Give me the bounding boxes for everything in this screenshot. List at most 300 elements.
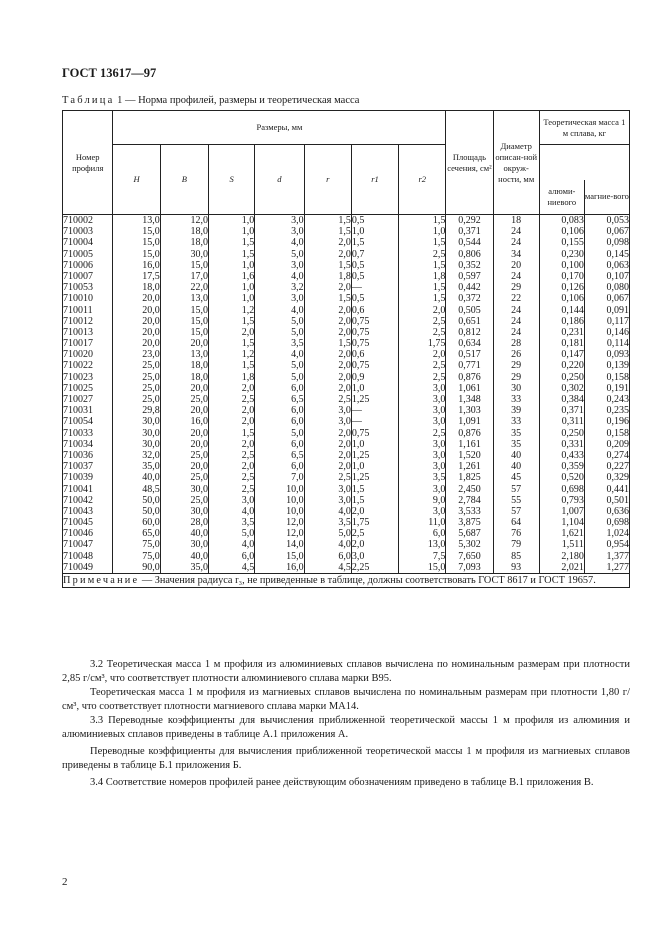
cell-mass-al: 0,220	[561, 360, 584, 372]
cell-size-r1: 0,5	[351, 270, 365, 282]
cell-area: 2,450	[458, 483, 481, 495]
cell-size-b: 15,0	[190, 304, 209, 316]
header-mass-mg: магние-вого	[584, 180, 629, 215]
cell-profile-number: 710034	[63, 438, 93, 450]
cell-size-b: 30,0	[190, 248, 209, 260]
cell-size-r2: 3,0	[432, 449, 446, 461]
cell-size-h: 29,8	[142, 405, 160, 417]
cell-area: 1,091	[458, 416, 481, 428]
header-size-s: S	[209, 145, 255, 215]
table-note-label: Примечание	[63, 575, 140, 586]
header-size-r2-label: r2	[418, 174, 426, 184]
table-caption	[62, 95, 359, 106]
cell-mass-al: 0,170	[561, 270, 584, 282]
cell-mass-al: 0,250	[561, 427, 584, 439]
cell-diameter: 57	[511, 483, 522, 495]
cell-size-r2: 15,0	[427, 561, 446, 573]
cell-size-d: 6,5	[291, 394, 304, 405]
cell-size-h: 18,0	[142, 282, 160, 294]
cell-size-b: 25,0	[190, 472, 209, 484]
cell-diameter: 24	[511, 315, 522, 327]
cell-size-h: 20,0	[142, 338, 160, 350]
cell-size-b: 18,0	[190, 371, 209, 383]
cell-size-r: 4,5	[338, 561, 351, 573]
cell-size-r: 2,0	[338, 248, 351, 260]
cell-size-b: 28,0	[190, 517, 209, 529]
cell-diameter: 24	[511, 226, 522, 238]
cell-diameter: 22	[511, 293, 522, 305]
cell-size-r2: 3,0	[432, 461, 446, 473]
cell-size-r2: 3,0	[432, 438, 446, 450]
cell-size-r: 2,5	[338, 394, 351, 405]
cell-mass-mg: 0,093	[606, 349, 629, 361]
cell-size-d: 6,0	[291, 405, 304, 417]
cell-area: 5,687	[458, 528, 481, 540]
cell-size-r1: 0,6	[351, 349, 365, 361]
cell-size-h: 20,0	[142, 304, 160, 316]
cell-mass-al: 1,007	[561, 505, 584, 517]
cell-size-b: 15,0	[190, 259, 209, 271]
cell-area: 0,442	[458, 282, 481, 294]
cell-profile-number: 710004	[63, 237, 93, 249]
cell-mass-mg: 0,501	[606, 494, 629, 506]
cell-size-b: 25,0	[190, 494, 209, 506]
cell-mass-al: 2,180	[561, 550, 584, 562]
cell-size-r1: 2,25	[351, 561, 370, 573]
cell-mass-al: 1,621	[561, 528, 584, 540]
cell-size-s: 1,2	[241, 304, 255, 316]
cell-mass-al: 0,230	[561, 248, 584, 260]
cell-size-r1: 0,75	[351, 326, 370, 338]
cell-area: 0,634	[458, 338, 481, 350]
table-note-text: — Значения радиуса r₃, не приведенные в таблице, должны соответствовать ГОСТ 8617 и ГОСТ 19657.	[139, 575, 596, 586]
cell-profile-number: 710046	[63, 528, 93, 540]
cell-size-r1: 1,25	[351, 472, 370, 484]
cell-diameter: 93	[511, 561, 522, 573]
cell-size-r2: 3,0	[432, 394, 446, 405]
cell-area: 1,520	[458, 449, 481, 461]
cell-size-h: 20,0	[142, 315, 160, 327]
column-size-r1	[351, 215, 398, 574]
cell-size-b: 20,0	[190, 382, 209, 394]
cell-size-d: 5,0	[291, 427, 304, 439]
cell-profile-number: 710005	[63, 248, 93, 260]
cell-profile-number: 710039	[63, 472, 93, 484]
cell-size-r: 1,5	[338, 338, 351, 350]
header-size-r: r	[304, 145, 351, 215]
cell-profile-number: 710053	[63, 282, 93, 294]
cell-size-r1: 2,0	[351, 505, 365, 517]
cell-size-s: 1,0	[241, 293, 255, 305]
cell-mass-al: 0,698	[561, 483, 584, 495]
cell-size-h: 23,0	[142, 349, 160, 361]
header-size-h: H	[113, 145, 160, 215]
header-size-r1-label: r1	[371, 174, 379, 184]
cell-size-r: 4,0	[338, 505, 351, 517]
cell-area: 0,292	[458, 215, 481, 226]
cell-area: 5,302	[458, 539, 481, 551]
cell-size-b: 35,0	[190, 561, 209, 573]
profiles-table	[62, 110, 630, 588]
cell-area: 1,348	[458, 394, 481, 405]
header-diameter: Диаметр описан-ной окруж-ности, мм	[493, 111, 539, 215]
cell-area: 3,875	[458, 517, 481, 529]
cell-profile-number: 710037	[63, 461, 93, 473]
cell-mass-al: 0,147	[561, 349, 584, 361]
cell-size-r2: 2,5	[432, 360, 446, 372]
cell-size-r: 4,0	[338, 539, 351, 551]
cell-area: 1,161	[458, 438, 481, 450]
column-size-d	[255, 215, 304, 574]
cell-size-h: 20,0	[142, 293, 160, 305]
cell-size-d: 7,0	[291, 472, 304, 484]
cell-size-h: 30,0	[142, 427, 160, 439]
cell-size-b: 20,0	[190, 461, 209, 473]
cell-size-s: 2,5	[241, 394, 255, 405]
cell-size-r2: 2,5	[432, 315, 446, 327]
cell-size-b: 15,0	[190, 326, 209, 338]
cell-size-h: 13,0	[142, 215, 160, 226]
cell-size-h: 75,0	[142, 539, 160, 551]
cell-size-r2: 1,8	[432, 270, 446, 282]
cell-mass-mg: 0,329	[606, 472, 629, 484]
cell-profile-number: 710031	[63, 405, 93, 417]
cell-size-s: 2,0	[241, 405, 255, 417]
cell-area: 0,372	[458, 293, 481, 305]
cell-profile-number: 710006	[63, 259, 93, 271]
cell-mass-mg: 0,080	[606, 282, 629, 294]
cell-size-d: 15,0	[286, 550, 304, 562]
cell-size-h: 75,0	[142, 550, 160, 562]
cell-diameter: 35	[511, 427, 522, 439]
cell-size-d: 3,0	[291, 226, 304, 238]
cell-area: 0,505	[458, 304, 481, 316]
cell-size-r: 2,0	[338, 449, 351, 461]
cell-size-s: 1,0	[241, 226, 255, 238]
cell-profile-number: 710002	[63, 215, 93, 226]
cell-size-d: 4,0	[291, 270, 304, 282]
cell-size-r2: 9,0	[432, 494, 446, 506]
cell-size-h: 25,0	[142, 360, 160, 372]
cell-mass-mg: 0,067	[606, 226, 629, 238]
column-size-r2	[399, 215, 446, 574]
cell-size-r2: 2,5	[432, 427, 446, 439]
cell-size-b: 20,0	[190, 405, 209, 417]
cell-diameter: 28	[511, 338, 522, 350]
cell-size-d: 10,0	[286, 505, 304, 517]
cell-mass-mg: 0,146	[606, 326, 629, 338]
page-number: 2	[62, 876, 68, 888]
cell-profile-number: 710013	[63, 326, 93, 338]
cell-size-r: 2,0	[338, 304, 351, 316]
cell-mass-mg: 0,063	[606, 259, 629, 271]
header-size-r1	[351, 145, 398, 215]
cell-mass-al: 0,311	[561, 416, 584, 428]
cell-size-r1: 1,5	[351, 494, 365, 506]
header-profile-number: Номер профиля	[63, 111, 113, 215]
table-caption-prefix: Таблица	[62, 95, 115, 106]
cell-size-d: 3,0	[291, 293, 304, 305]
column-size-r	[304, 215, 351, 574]
cell-size-s: 1,5	[241, 315, 255, 327]
cell-size-r2: 2,0	[432, 349, 446, 361]
cell-profile-number: 710012	[63, 315, 93, 327]
cell-mass-al: 0,250	[561, 371, 584, 383]
cell-size-s: 1,5	[241, 338, 255, 350]
cell-size-r2: 3,0	[432, 382, 446, 394]
cell-size-s: 2,5	[241, 483, 255, 495]
cell-area: 0,876	[458, 371, 481, 383]
table-caption-title: Норма профилей, размеры и теоретическая масса	[138, 95, 360, 106]
column-size-h	[113, 215, 160, 574]
cell-diameter: 24	[511, 237, 522, 249]
cell-size-r2: 3,0	[432, 405, 446, 417]
cell-size-d: 10,0	[286, 483, 304, 495]
cell-size-d: 5,0	[291, 360, 304, 372]
cell-area: 2,784	[458, 494, 481, 506]
cell-size-s: 2,5	[241, 472, 255, 484]
cell-profile-number: 710020	[63, 349, 93, 361]
cell-size-s: 2,0	[241, 461, 255, 473]
cell-size-r2: 2,5	[432, 326, 446, 338]
cell-size-r1: 0,75	[351, 338, 370, 350]
cell-size-d: 6,0	[291, 438, 304, 450]
cell-size-r1: 0,5	[351, 293, 365, 305]
cell-mass-mg: 0,145	[606, 248, 629, 260]
cell-size-r1: —	[351, 405, 362, 417]
cell-size-r: 2,0	[338, 371, 351, 383]
cell-size-r1: 0,75	[351, 360, 370, 372]
cell-area: 1,303	[458, 405, 481, 417]
cell-mass-mg: 0,158	[606, 427, 629, 439]
cell-area: 1,061	[458, 382, 481, 394]
cell-mass-al: 0,433	[561, 449, 584, 461]
cell-mass-mg: 1,377	[606, 550, 629, 562]
header-mass-al: алюми-ниевого	[539, 180, 584, 215]
header-area: Площадь сечения, см²	[446, 111, 493, 215]
cell-area: 0,806	[458, 248, 481, 260]
cell-size-r2: 1,5	[432, 215, 446, 226]
cell-diameter: 35	[511, 438, 522, 450]
cell-size-h: 40,0	[142, 472, 160, 484]
cell-size-r: 2,0	[338, 349, 351, 361]
cell-mass-al: 0,126	[561, 282, 584, 294]
cell-diameter: 30	[511, 382, 522, 394]
cell-mass-mg: 0,636	[606, 505, 629, 517]
cell-size-s: 2,5	[241, 449, 255, 461]
cell-size-r1: 0,5	[351, 215, 365, 226]
cell-size-b: 15,0	[190, 315, 209, 327]
column-profile-number	[63, 215, 113, 574]
cell-size-h: 16,0	[142, 259, 160, 271]
cell-size-s: 6,0	[241, 550, 255, 562]
cell-size-s: 3,0	[241, 494, 255, 506]
cell-size-r1: 1,5	[351, 483, 365, 495]
cell-size-d: 3,5	[291, 338, 304, 350]
cell-profile-number: 710047	[63, 539, 93, 551]
cell-area: 0,352	[458, 259, 481, 271]
cell-size-r1: 1,0	[351, 461, 365, 473]
cell-mass-al: 0,331	[561, 438, 584, 450]
cell-mass-mg: 0,117	[606, 315, 629, 327]
cell-mass-al: 0,106	[561, 226, 584, 238]
cell-size-r: 3,0	[338, 494, 351, 506]
cell-area: 7,650	[458, 550, 481, 562]
cell-size-d: 16,0	[286, 561, 304, 573]
cell-size-r1: —	[351, 416, 362, 428]
header-size-r2	[399, 145, 446, 215]
cell-mass-mg: 1,024	[606, 528, 629, 540]
cell-size-s: 4,5	[241, 561, 255, 573]
cell-mass-al: 0,793	[561, 494, 584, 506]
cell-size-s: 2,0	[241, 438, 255, 450]
cell-mass-al: 0,155	[561, 237, 584, 249]
cell-diameter: 85	[511, 550, 522, 562]
cell-mass-al: 1,511	[561, 539, 584, 551]
cell-size-r2: 13,0	[427, 539, 446, 551]
cell-size-h: 50,0	[142, 494, 160, 506]
cell-size-r: 2,0	[338, 282, 351, 294]
cell-size-r: 1,5	[338, 215, 351, 226]
cell-mass-mg: 0,274	[606, 449, 629, 461]
cell-mass-mg: 0,091	[606, 304, 629, 316]
cell-profile-number: 710007	[63, 270, 93, 282]
cell-size-h: 90,0	[142, 561, 160, 573]
cell-area: 0,517	[458, 349, 481, 361]
cell-size-d: 14,0	[286, 539, 304, 551]
cell-size-d: 5,0	[291, 248, 304, 260]
cell-size-r: 2,0	[338, 315, 351, 327]
cell-size-s: 4,0	[241, 539, 255, 551]
cell-size-b: 40,0	[190, 528, 209, 540]
cell-profile-number: 710043	[63, 505, 93, 517]
cell-size-b: 30,0	[190, 539, 209, 551]
cell-size-r: 2,0	[338, 427, 351, 439]
cell-size-r1: 1,25	[351, 394, 370, 405]
table-note	[63, 574, 630, 588]
cell-size-r: 3,0	[338, 405, 351, 417]
cell-size-s: 1,5	[241, 360, 255, 372]
cell-size-b: 12,0	[190, 215, 209, 226]
cell-size-r: 5,0	[338, 528, 351, 540]
cell-size-d: 5,0	[291, 326, 304, 338]
cell-size-r2: 7,5	[432, 550, 446, 562]
cell-mass-mg: 0,053	[606, 215, 629, 226]
cell-profile-number: 710027	[63, 394, 93, 405]
cell-profile-number: 710011	[63, 304, 93, 316]
cell-size-r1: 0,5	[351, 259, 365, 271]
cell-size-h: 60,0	[142, 517, 160, 529]
cell-diameter: 33	[511, 416, 522, 428]
cell-size-r2: 1,5	[432, 293, 446, 305]
cell-size-s: 1,5	[241, 237, 255, 249]
cell-size-r2: 3,0	[432, 505, 446, 517]
cell-size-r2: 3,0	[432, 483, 446, 495]
header-sizes: Размеры, мм	[113, 111, 446, 145]
cell-profile-number: 710010	[63, 293, 93, 305]
column-size-s	[209, 215, 255, 574]
column-area	[446, 215, 493, 574]
cell-mass-mg: 0,227	[606, 461, 629, 473]
cell-size-s: 2,0	[241, 326, 255, 338]
cell-profile-number: 710048	[63, 550, 93, 562]
table-caption-number: 1 —	[114, 95, 139, 106]
paragraph-mg-coeff: Переводные коэффициенты для вычисления приближенной теоретической массы 1 м профиля из магниевых сплавов приведены в таблице Б.1 приложения Б.	[62, 746, 630, 771]
table-body	[63, 215, 630, 574]
cell-size-r1: 2,0	[351, 539, 365, 551]
cell-size-b: 25,0	[190, 449, 209, 461]
cell-area: 0,597	[458, 270, 481, 282]
cell-size-r: 6,0	[338, 550, 351, 562]
cell-profile-number: 710033	[63, 427, 93, 439]
cell-size-r: 1,8	[338, 270, 351, 282]
cell-size-r: 3,5	[338, 517, 351, 529]
cell-mass-al: 0,100	[561, 259, 584, 271]
cell-size-r1: 0,6	[351, 304, 365, 316]
cell-size-r1: 0,75	[351, 427, 370, 439]
cell-mass-mg: 0,139	[606, 360, 629, 372]
cell-mass-mg: 0,191	[606, 382, 629, 394]
cell-area: 0,771	[458, 360, 481, 372]
cell-size-h: 48,5	[142, 483, 160, 495]
cell-diameter: 33	[511, 394, 522, 405]
cell-mass-mg: 0,098	[606, 237, 629, 249]
cell-size-s: 1,0	[241, 259, 255, 271]
cell-mass-mg: 1,277	[606, 561, 629, 573]
cell-profile-number: 710023	[63, 371, 93, 383]
cell-size-r1: —	[351, 282, 362, 294]
cell-size-d: 4,0	[291, 304, 304, 316]
cell-size-r1: 1,0	[351, 438, 365, 450]
cell-size-r: 2,0	[338, 360, 351, 372]
column-mass-mg	[584, 215, 629, 574]
cell-size-d: 5,0	[291, 371, 304, 383]
cell-size-r2: 6,0	[432, 528, 446, 540]
cell-size-r2: 2,5	[432, 371, 446, 383]
cell-size-r: 1,5	[338, 293, 351, 305]
cell-mass-mg: 0,209	[606, 438, 629, 450]
header-size-b: B	[160, 145, 208, 215]
cell-size-r1: 0,9	[351, 371, 365, 383]
cell-size-d: 12,0	[286, 528, 304, 540]
cell-size-r: 2,0	[338, 461, 351, 473]
cell-size-s: 1,8	[241, 371, 255, 383]
cell-size-r1: 1,75	[351, 517, 370, 529]
cell-size-b: 20,0	[190, 427, 209, 439]
cell-mass-al: 0,144	[561, 304, 584, 316]
cell-size-d: 3,2	[291, 282, 304, 294]
paragraph-mg-mass: Теоретическая масса 1 м профиля из магниевых сплавов вычислена по номинальным размерам при плотности 1,80 г/см³, что соответствует плотности магниевого сплава марки МА14.	[62, 687, 630, 712]
cell-size-r2: 2,5	[432, 248, 446, 260]
cell-profile-number: 710036	[63, 449, 93, 461]
cell-size-b: 18,0	[190, 226, 209, 238]
cell-profile-number: 710045	[63, 517, 93, 529]
cell-size-r2: 1,5	[432, 282, 446, 294]
cell-area: 0,876	[458, 427, 481, 439]
cell-size-h: 20,0	[142, 326, 160, 338]
paragraph-3-2: 3.2 Теоретическая масса 1 м профиля из алюминиевых сплавов вычислена по номинальным размерам при плотности 2,85 г/см³, что соответствует плотности алюминиевого сплава марки В95.	[62, 659, 630, 684]
cell-size-r1: 1,25	[351, 449, 370, 461]
cell-diameter: 45	[511, 472, 522, 484]
header-mass: Теоретическая масса 1 м сплава, кг	[539, 111, 629, 145]
cell-size-r1: 0,75	[351, 315, 370, 327]
cell-size-d: 4,0	[291, 237, 304, 249]
cell-profile-number: 710049	[63, 561, 93, 573]
cell-size-r: 2,0	[338, 438, 351, 450]
column-mass-al	[539, 215, 584, 574]
cell-size-d: 3,0	[291, 215, 304, 226]
paragraph-3-4: 3.4 Соответствие номеров профилей ранее действующим обозначениям приведено в таблице В.1 приложения В.	[90, 777, 594, 788]
